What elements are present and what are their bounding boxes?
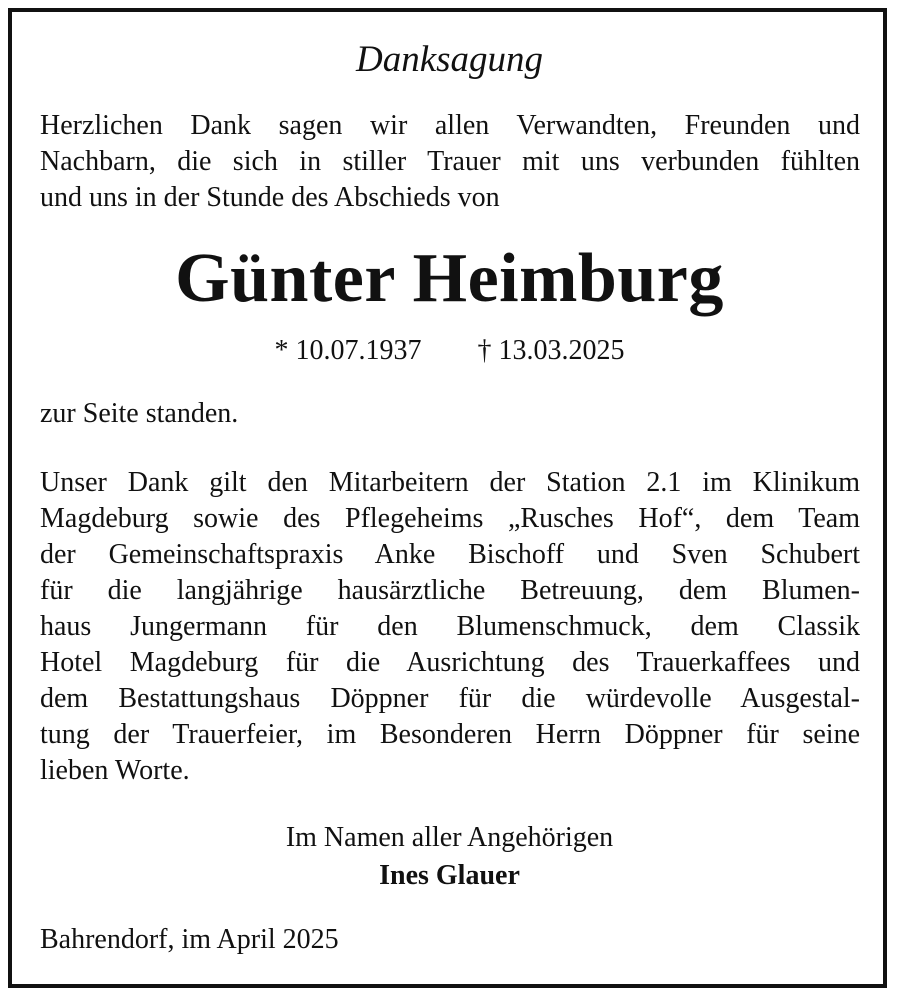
deceased-name: Günter Heimburg: [175, 240, 724, 317]
life-dates: [0, 333, 899, 369]
thanks-line: lieben Worte.: [40, 755, 190, 786]
thanks-line: Hotel Magdeburg für die Ausrichtung des Trauerkaffees und: [40, 647, 860, 678]
side-text: zur Seite standen.: [40, 398, 239, 429]
intro-line: Herzlichen Dank sagen wir allen Verwandten, Freunden und: [40, 110, 860, 141]
place-date: Bahrendorf, im April 2025: [40, 924, 339, 955]
thanks-line: dem Bestattungshaus Döppner für die würdevolle Ausgestal-: [40, 683, 860, 714]
birth-date: * 10.07.1937: [274, 335, 422, 366]
thanks-line: haus Jungermann für den Blumenschmuck, dem Classik: [40, 611, 860, 642]
thanks-line: Unser Dank gilt den Mitarbeitern der Station 2.1 im Klinikum: [40, 467, 860, 498]
thanks-line: Magdeburg sowie des Pflegeheims „Rusches Hof“, dem Team: [40, 503, 860, 534]
intro-line: und uns in der Stunde des Abschieds von: [40, 182, 500, 213]
side-text-paragraph: [40, 396, 860, 432]
intro-line: Nachbarn, die sich in stiller Trauer mit uns verbunden fühlten: [40, 146, 860, 177]
thanks-line: tung der Trauerfeier, im Besonderen Herrn Döppner für seine: [40, 719, 860, 750]
thanks-paragraph: [40, 465, 860, 789]
notice-heading: Danksagung: [355, 39, 544, 80]
signature-name: Ines Glauer: [379, 860, 520, 891]
signature-label: Im Namen aller Angehörigen: [285, 822, 614, 853]
thanks-line: der Gemeinschaftspraxis Anke Bischoff und Sven Schubert: [40, 539, 860, 570]
death-date: † 13.03.2025: [477, 335, 625, 366]
thanks-line: für die langjährige hausärztliche Betreuung, dem Blumen-: [40, 575, 860, 606]
intro-paragraph: [40, 108, 860, 216]
